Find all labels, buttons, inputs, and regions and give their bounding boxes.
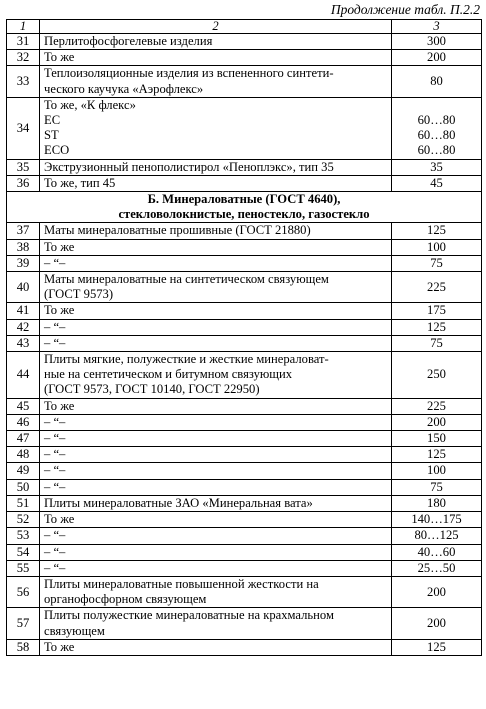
row-number: 33 xyxy=(7,66,40,97)
description-line: То же, тип 45 xyxy=(44,175,116,190)
row-description xyxy=(40,255,392,271)
description-line: То же xyxy=(44,239,75,254)
row-number: 36 xyxy=(7,175,40,191)
table-row xyxy=(7,639,482,655)
row-description xyxy=(40,447,392,463)
row-number: 55 xyxy=(7,560,40,576)
table-row xyxy=(7,608,482,639)
row-number: 49 xyxy=(7,463,40,479)
table-row xyxy=(7,528,482,544)
description-line: – “– xyxy=(44,431,66,446)
table-row xyxy=(7,463,482,479)
row-description xyxy=(40,495,392,511)
value-line: 60…80 xyxy=(417,113,456,128)
row-number: 45 xyxy=(7,398,40,414)
row-number: 43 xyxy=(7,335,40,351)
description-line: Теплоизоляционные изделия из вспененного синтети- xyxy=(44,66,334,81)
table-row xyxy=(7,66,482,97)
table-row xyxy=(7,50,482,66)
description-line: Плиты мягкие, полужесткие и жесткие минераловат- xyxy=(44,352,329,367)
row-description xyxy=(40,544,392,560)
section-title-line: Б. Минераловатные (ГОСТ 4640), xyxy=(147,192,341,207)
table-row xyxy=(7,447,482,463)
row-value: 40…60 xyxy=(392,544,482,560)
row-number: 42 xyxy=(7,319,40,335)
row-value: 250 xyxy=(392,352,482,399)
table-row xyxy=(7,352,482,399)
table-caption: Продолжение табл. П.2.2 xyxy=(330,2,480,17)
row-description xyxy=(40,608,392,639)
row-number: 39 xyxy=(7,255,40,271)
row-value: 180 xyxy=(392,495,482,511)
value-line: 60…80 xyxy=(417,143,456,158)
row-value: 140…175 xyxy=(392,512,482,528)
row-number: 51 xyxy=(7,495,40,511)
row-description xyxy=(40,303,392,319)
table-row xyxy=(7,512,482,528)
description-line: То же xyxy=(44,512,75,527)
description-line: То же xyxy=(44,50,75,65)
description-line: ческого каучука «Аэрофлекс» xyxy=(44,81,204,96)
row-value: 200 xyxy=(392,608,482,639)
description-line: То же, «К флекс» xyxy=(44,97,136,112)
row-value: 225 xyxy=(392,272,482,303)
description-line: Плиты минераловатные повышенной жесткости на xyxy=(44,576,319,591)
description-line: ные на сентетическом и битумном связующих xyxy=(44,367,293,382)
row-value: 125 xyxy=(392,447,482,463)
header-col-1: 1 xyxy=(7,20,40,34)
description-line: ECO xyxy=(44,143,70,158)
row-description xyxy=(40,223,392,239)
row-number: 58 xyxy=(7,639,40,655)
row-description xyxy=(40,159,392,175)
row-number: 54 xyxy=(7,544,40,560)
row-value: 80 xyxy=(392,66,482,97)
row-value: 150 xyxy=(392,431,482,447)
row-value: 200 xyxy=(392,414,482,430)
description-line: Маты минераловатные прошивные (ГОСТ 21880) xyxy=(44,223,311,238)
row-value: 35 xyxy=(392,159,482,175)
row-value: 100 xyxy=(392,463,482,479)
row-number: 52 xyxy=(7,512,40,528)
row-description xyxy=(40,272,392,303)
description-line: Экструзионный пенополистирол «Пеноплэкс», тип 35 xyxy=(44,159,334,174)
section-header-row xyxy=(7,192,482,223)
description-line: ST xyxy=(44,128,59,143)
table-row xyxy=(7,175,482,191)
row-description xyxy=(40,175,392,191)
description-line: – “– xyxy=(44,319,66,334)
table-row xyxy=(7,576,482,607)
description-line: EC xyxy=(44,113,61,128)
description-line: – “– xyxy=(44,479,66,494)
row-description xyxy=(40,414,392,430)
header-col-3: 3 xyxy=(392,20,482,34)
table-row xyxy=(7,398,482,414)
description-line: То же xyxy=(44,303,75,318)
table-row xyxy=(7,335,482,351)
row-value: 45 xyxy=(392,175,482,191)
description-line: связующем xyxy=(44,623,105,638)
row-description xyxy=(40,398,392,414)
table-row xyxy=(7,159,482,175)
table-row xyxy=(7,239,482,255)
row-description xyxy=(40,639,392,655)
table-row xyxy=(7,97,482,159)
row-value: 125 xyxy=(392,319,482,335)
row-number: 34 xyxy=(7,97,40,159)
table-row xyxy=(7,272,482,303)
description-line: органофосфорном связующем xyxy=(44,592,207,607)
row-number: 41 xyxy=(7,303,40,319)
table-row xyxy=(7,223,482,239)
description-line: Перлитофосфогелевые изделия xyxy=(44,34,213,48)
row-description xyxy=(40,463,392,479)
row-value: 200 xyxy=(392,576,482,607)
description-line: – “– xyxy=(44,255,66,270)
row-number: 47 xyxy=(7,431,40,447)
table-row xyxy=(7,34,482,50)
description-line: – “– xyxy=(44,544,66,559)
row-description xyxy=(40,352,392,399)
row-description xyxy=(40,479,392,495)
header-col-2: 2 xyxy=(40,20,392,34)
description-line: (ГОСТ 9573, ГОСТ 10140, ГОСТ 22950) xyxy=(44,382,260,397)
row-number: 56 xyxy=(7,576,40,607)
description-line: – “– xyxy=(44,335,66,350)
row-value: 25…50 xyxy=(392,560,482,576)
row-value: 200 xyxy=(392,50,482,66)
description-line: То же xyxy=(44,639,75,654)
row-number: 44 xyxy=(7,352,40,399)
row-description xyxy=(40,34,392,50)
materials-table xyxy=(6,19,482,656)
description-line: Плиты минераловатные ЗАО «Минеральная вата» xyxy=(44,495,313,510)
description-line: – “– xyxy=(44,560,66,575)
row-number: 57 xyxy=(7,608,40,639)
description-line: – “– xyxy=(44,463,66,478)
table-row xyxy=(7,255,482,271)
table-row xyxy=(7,303,482,319)
description-line: (ГОСТ 9573) xyxy=(44,287,114,302)
description-line: – “– xyxy=(44,447,66,462)
table-row xyxy=(7,431,482,447)
header-row xyxy=(7,20,482,34)
value-line xyxy=(396,98,477,113)
row-value: 225 xyxy=(392,398,482,414)
description-line: – “– xyxy=(44,414,66,429)
row-value: 300 xyxy=(392,34,482,50)
row-value: 75 xyxy=(392,479,482,495)
row-number: 32 xyxy=(7,50,40,66)
row-description xyxy=(40,431,392,447)
row-number: 38 xyxy=(7,239,40,255)
row-value: 75 xyxy=(392,255,482,271)
row-value: 80…125 xyxy=(392,528,482,544)
row-number: 37 xyxy=(7,223,40,239)
section-title-line: стекловолокнистые, пеностекло, газостекло xyxy=(118,207,370,222)
table-row xyxy=(7,495,482,511)
row-description xyxy=(40,97,392,159)
description-line: То же xyxy=(44,398,75,413)
description-line: Маты минераловатные на синтетическом связующем xyxy=(44,272,329,287)
row-value: 75 xyxy=(392,335,482,351)
row-description xyxy=(40,560,392,576)
row-description xyxy=(40,335,392,351)
row-description xyxy=(40,50,392,66)
row-number: 35 xyxy=(7,159,40,175)
row-number: 50 xyxy=(7,479,40,495)
table-row xyxy=(7,560,482,576)
row-description xyxy=(40,319,392,335)
row-number: 31 xyxy=(7,34,40,50)
table-row xyxy=(7,319,482,335)
row-value: 100 xyxy=(392,239,482,255)
row-value xyxy=(392,97,482,159)
row-description xyxy=(40,512,392,528)
row-value: 125 xyxy=(392,639,482,655)
row-description xyxy=(40,66,392,97)
table-row xyxy=(7,479,482,495)
description-line: – “– xyxy=(44,528,66,543)
row-number: 48 xyxy=(7,447,40,463)
row-description xyxy=(40,239,392,255)
table-row xyxy=(7,544,482,560)
section-title xyxy=(7,192,482,223)
row-value: 125 xyxy=(392,223,482,239)
row-description xyxy=(40,528,392,544)
description-line: Плиты полужесткие минераловатные на крахмальном xyxy=(44,608,334,623)
row-value: 175 xyxy=(392,303,482,319)
value-line: 60…80 xyxy=(417,128,456,143)
row-number: 40 xyxy=(7,272,40,303)
row-description xyxy=(40,576,392,607)
row-number: 46 xyxy=(7,414,40,430)
table-row xyxy=(7,414,482,430)
row-number: 53 xyxy=(7,528,40,544)
